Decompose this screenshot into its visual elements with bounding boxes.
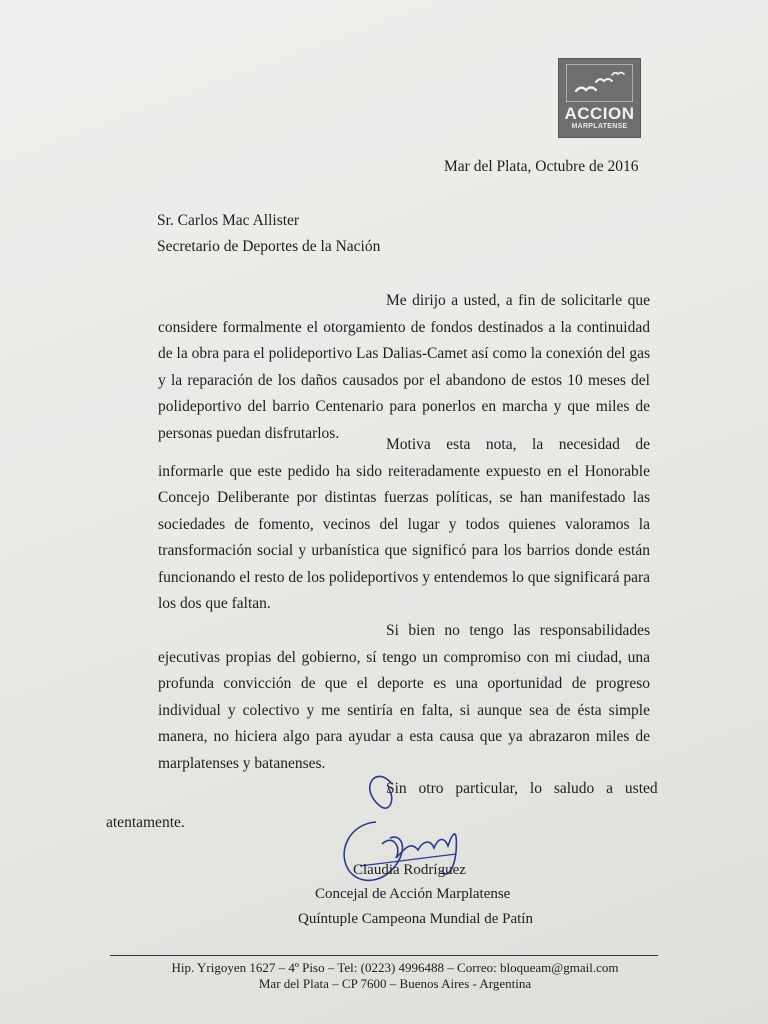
signer-title: Quíntuple Campeona Mundial de Patín [298, 911, 533, 927]
logo-subtitle: MARPLATENSE [571, 123, 628, 130]
closing-salutation: atentamente. [106, 814, 185, 831]
paragraph-1 [158, 288, 650, 447]
letter-date: Mar del Plata, Octubre de 2016 [444, 158, 639, 175]
footer-divider [110, 955, 658, 956]
footer-address: Hip. Yrigoyen 1627 – 4º Piso – Tel: (0223) 4996488 – Correo: bloqueam@gmail.com [171, 960, 619, 975]
recipient-title: Secretario de Deportes de la Nación [157, 238, 381, 255]
closing-line: Sin otro particular, lo saludo a usted [386, 780, 658, 797]
paragraph-2 [158, 432, 650, 618]
paragraph-1-text: Me dirijo a usted, a fin de solicitarle que considere formalmente el otorgamiento de fondos destinados a la continuidad de la obra para el polideportivo Las Dalias-Camet así como la conexión del gas y la reparación de los daños causados por el abandono de estos 10 meses del polideportivo del barrio Centenario para ponerlos en marcha y que miles de personas puedan disfrutarlos. [158, 292, 650, 442]
footer-city: Mar del Plata – CP 7600 – Buenos Aires - Argentina [258, 976, 532, 991]
accion-marplatense-logo [558, 58, 641, 138]
paragraph-3-text: Si bien no tengo las responsabilidades ejecutivas propias del gobierno, sí tengo un compromiso con mi ciudad, una profunda convicción de que el deporte es una oportunidad de progreso individual y colectivo y me sentiría en falta, si aunque sea de ésta simple manera, no hiciera algo para ayudar a esta causa que ya abrazaron miles de marplatenses y batanenses. [158, 622, 650, 772]
recipient-name: Sr. Carlos Mac Allister [157, 212, 300, 229]
logo-title: ACCION [564, 104, 635, 123]
paragraph-2-text: Motiva esta nota, la necesidad de informarle que este pedido ha sido reiteradamente expuesto en el Honorable Concejo Deliberante por distintas fuerzas políticas, se han manifestado las sociedades de fomento, vecinos del lugar y todos quienes valoramos la transformación social y urbanística que significó para los barrios donde están funcionando el resto de los polideportivos y entendemos lo que significará para los dos que faltan. [158, 436, 650, 612]
signer-name: Claudia Rodríguez [353, 862, 466, 878]
signer-role: Concejal de Acción Marplatense [315, 886, 511, 902]
seagulls-icon [566, 64, 633, 102]
